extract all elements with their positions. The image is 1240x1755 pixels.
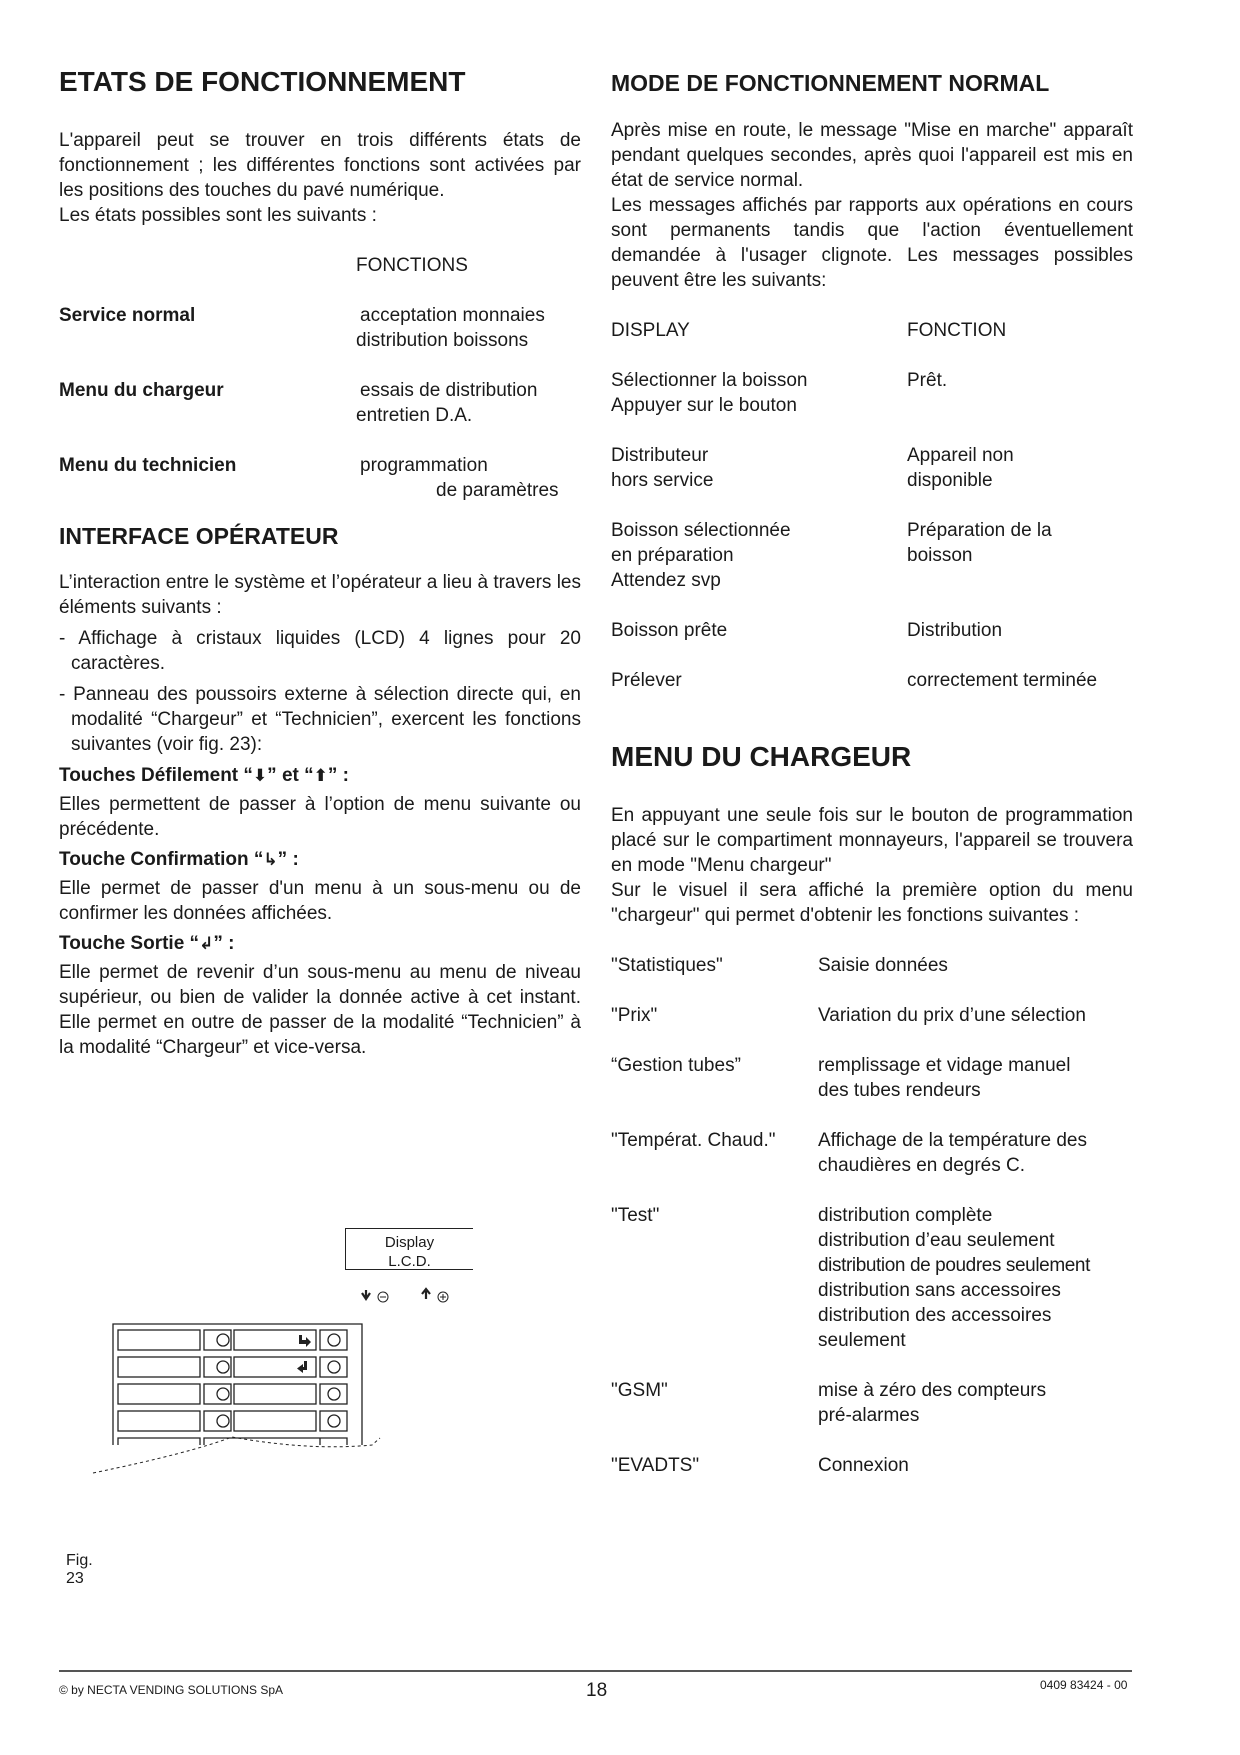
menu-item-desc: Connexion [818,1455,909,1476]
keys-scroll-text: Elles permettent de passer à l’option de menu suivante ou précédente. [59,794,581,840]
keypad-outline [113,1324,362,1445]
etats-intro [59,128,581,228]
figure-caption: Fig. 23 [66,1552,93,1587]
message-fonction: disponible [907,470,993,491]
state-function: programmation [360,455,488,476]
menu-item-name: "GSM" [611,1380,668,1401]
etats-intro-text-2: Les états possibles sont les suivants : [59,205,377,226]
interface-intro: L’interaction entre le système et l’opérateur a lieu à travers les éléments suivants : [59,572,581,618]
header-fonction: FONCTION [907,320,1007,341]
section-title-menu-chargeur: MENU DU CHARGEUR [611,741,912,772]
message-display: hors service [611,470,714,491]
message-display: Sélectionner la boisson [611,370,808,391]
state-function: acceptation monnaies [360,305,545,326]
menu-item-desc: chaudières en degrés C. [818,1155,1026,1176]
message-fonction: Distribution [907,620,1003,641]
message-fonction: boisson [907,545,973,566]
message-display: en préparation [611,545,734,566]
key-confirm-label: Touche Confirmation [59,849,249,870]
header-display: DISPLAY [611,320,690,341]
key-exit-label: Touche Sortie [59,933,185,954]
state-name: Menu du chargeur [59,380,224,401]
footer-rule [59,1670,1132,1672]
menu-item-name: "Températ. Chaud." [611,1130,776,1151]
menu-item-desc: distribution des accessoires [818,1305,1052,1326]
keys-scroll-label: Touches Défilement [59,765,239,786]
message-display: Boisson sélectionnée [611,520,791,541]
section-title-interface: INTERFACE OPÉRATEUR [59,523,339,549]
menu-item-desc: seulement [818,1330,906,1351]
key-confirm-heading: Touche Confirmation “↳” : [59,849,299,870]
menu-item-name: "Prix" [611,1005,658,1026]
lcd-display-text: Display [384,1234,435,1251]
arrow-up-icon: ⬆ [313,766,328,785]
interface-body [59,570,581,1060]
menu-item-desc: Variation du prix d’une sélection [818,1005,1086,1026]
exit-key-icon [297,1361,307,1373]
message-fonction: Appareil non [907,445,1014,466]
page-number: 18 [586,1680,608,1701]
menu-item-desc: Affichage de la température des [818,1130,1087,1151]
etats-intro-text: L'appareil peut se trouver en trois différents états de fonctionnement ; les différentes fonctions sont activées par les positions des touches du pavé numérique. [59,130,581,201]
arrow-down-icon: ⬇ [252,766,268,785]
return-arrow-icon: ↲ [199,934,214,953]
message-display: Distributeur [611,445,709,466]
menu-item-name: "Test" [611,1205,660,1226]
interface-bullet-panel: - Panneau des poussoirs externe à sélection directe qui, en modalité “Chargeur” et “Technicien”, exercent les fonctions suivantes (voir fig. 23): [59,684,581,755]
lcd-display-label [345,1228,473,1270]
panel-cutline [93,1437,380,1473]
menu-item-desc: pré-alarmes [818,1405,920,1426]
menu-item-desc: distribution de poudres seulement [818,1255,1090,1276]
message-fonction: Préparation de la [907,520,1052,541]
mode-normal-intro [611,118,1133,293]
message-fonction: Prêt. [907,370,948,391]
menu-item-desc: remplissage et vidage manuel [818,1055,1071,1076]
menu-item-name: "Statistiques" [611,955,723,976]
menu-item-desc: des tubes rendeurs [818,1080,981,1101]
menu-chargeur-text-2: Sur le visuel il sera affiché la première option du menu "chargeur" qui permet d'obtenir les fonctions suivantes : [611,880,1133,926]
section-title-etats: ETATS DE FONCTIONNEMENT [59,66,466,97]
message-display: Appuyer sur le bouton [611,395,797,416]
state-function: de paramètres [436,480,559,501]
keys-scroll-heading: Touches Défilement “⬇” et “⬆” : [59,765,349,786]
document-code: 0409 83424 - 00 [1040,1678,1128,1692]
confirm-key-icon [299,1335,311,1347]
key-confirm-text: Elle permet de passer d'un menu à un sous-menu ou de confirmer les données affichées. [59,878,581,924]
state-name: Menu du technicien [59,455,237,476]
menu-item-desc: distribution complète [818,1205,993,1226]
interface-bullet-lcd: - Affichage à cristaux liquides (LCD) 4 lignes pour 20 caractères. [59,628,581,674]
state-name: Service normal [59,305,196,326]
message-fonction: correctement terminée [907,670,1098,691]
message-display: Attendez svp [611,570,721,591]
menu-item-name: “Gestion tubes” [611,1055,741,1076]
mode-normal-text: Après mise en route, le message "Mise en marche" apparaît pendant quelques secondes, après quoi l'appareil est mis en état de service normal. [611,120,1133,191]
scroll-key-icons [362,1289,448,1302]
menu-item-desc: distribution d’eau seulement [818,1230,1055,1251]
mode-normal-text-2: Les messages affichés par rapports aux opérations en cours sont permanents tandis que l'action éventuellement demandée à l'usager clignote. Les messages possibles peuvent être les suivants: [611,195,1133,291]
keypad-panel-drawing [80,1285,480,1475]
message-display: Prélever [611,670,682,691]
lcd-display-text: L.C.D. [388,1253,431,1270]
key-exit-text: Elle permet de revenir d’un sous-menu au menu de niveau supérieur, ou bien de valider la donnée active à cet instant. Elle permet en outre de passer de la modalité “Technicien” à la modalité “Chargeur” et vice-versa. [59,962,581,1058]
footer-copyright: © by NECTA VENDING SOLUTIONS SpA [59,1683,284,1697]
functions-header: FONCTIONS [356,255,468,276]
message-display: Boisson prête [611,620,728,641]
menu-item-desc: mise à zéro des compteurs [818,1380,1047,1401]
key-exit-heading: Touche Sortie “↲” : [59,933,235,954]
menu-item-desc: Saisie données [818,955,948,976]
menu-chargeur-intro [611,803,1133,928]
state-function: essais de distribution [360,380,538,401]
enter-arrow-icon: ↳ [263,850,278,869]
state-function: distribution boissons [356,330,529,351]
section-title-mode-normal: MODE DE FONCTIONNEMENT NORMAL [611,70,1050,96]
state-function: entretien D.A. [356,405,473,426]
menu-item-name: "EVADTS" [611,1455,700,1476]
menu-chargeur-text: En appuyant une seule fois sur le bouton de programmation placé sur le compartiment monnayeurs, l'appareil se trouvera en mode "Menu chargeur" [611,805,1133,876]
menu-item-desc: distribution sans accessoires [818,1280,1061,1301]
